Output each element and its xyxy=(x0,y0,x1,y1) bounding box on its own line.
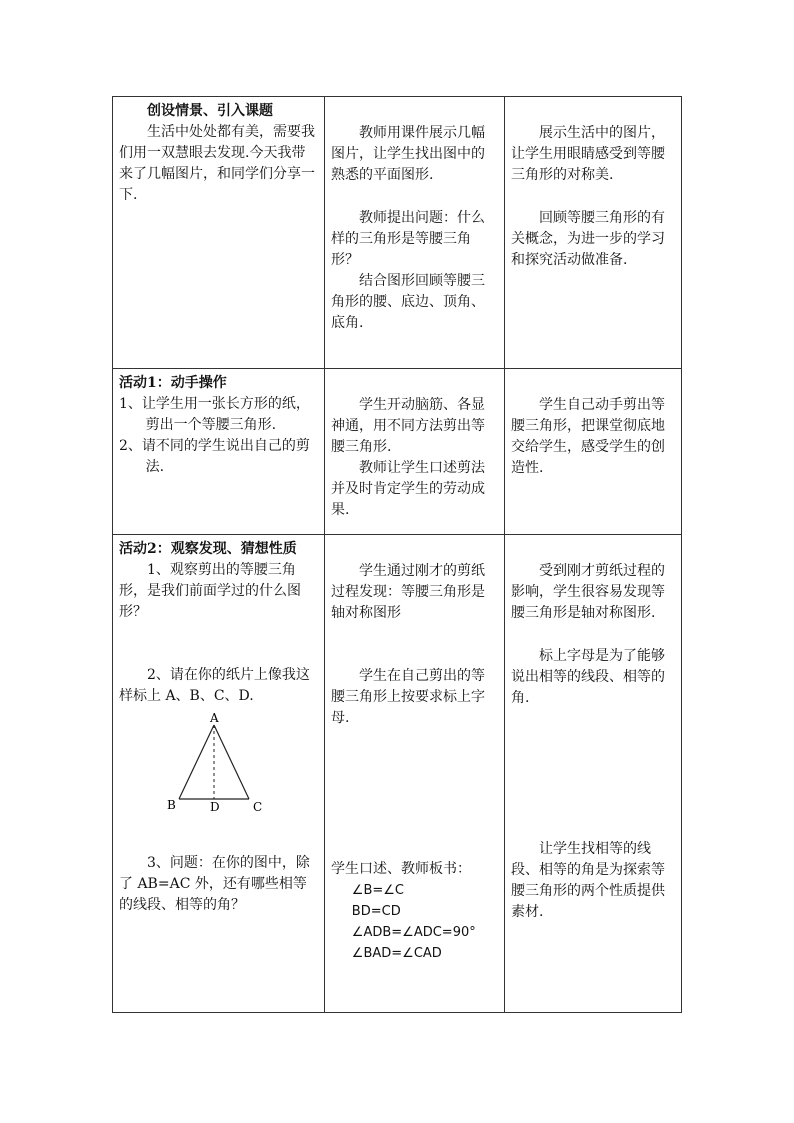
section-title: 活动2：观察发现、猜想性质 xyxy=(119,541,297,557)
teacher-text: 学生开动脑筋、各显神通，用不同方法剪出等腰三角形. xyxy=(331,397,485,455)
intent-text: 展示生活中的图片，让学生用眼睛感受到等腰三角形的对称美. xyxy=(511,125,665,183)
activity-cell xyxy=(113,97,325,369)
activity-cell xyxy=(113,369,325,535)
intent-text: 标上字母是为了能够说出相等的线段、相等的角. xyxy=(511,648,665,706)
triangle-diagram xyxy=(159,713,269,813)
math-expression: ∠BAD=∠CAD xyxy=(351,946,442,961)
teacher-student-cell xyxy=(325,535,505,1013)
teacher-student-cell xyxy=(325,97,505,369)
question-text: 2、请在你的纸片上像我这样标上 A、B、C、D. xyxy=(119,667,310,704)
activity-cell xyxy=(113,535,325,1013)
math-expression: ∠ADB=∠ADC=90° xyxy=(351,925,476,940)
vertex-label-b: B xyxy=(167,798,176,812)
table-row xyxy=(113,369,682,535)
intent-text: 受到刚才剪纸过程的影响，学生很容易发现等腰三角形是轴对称图形. xyxy=(511,563,665,621)
math-expression: ∠B=∠C xyxy=(351,883,404,898)
math-expression: BD=CD xyxy=(351,904,401,919)
table-row xyxy=(113,535,682,1013)
intent-text: 学生自己动手剪出等腰三角形，把课堂彻底地交给学生，感受学生的创造性. xyxy=(511,397,665,476)
teacher-text: 教师提出问题：什么样的三角形是等腰三角形？ xyxy=(331,210,485,268)
table-row xyxy=(113,97,682,369)
teacher-text: 学生口述、教师板书： xyxy=(331,861,471,877)
intent-cell xyxy=(505,535,682,1013)
question-text: 3、问题：在你的图中，除了 AB=AC 外，还有哪些相等的线段、相等的角？ xyxy=(119,855,310,913)
activity-item: 2、请不同的学生说出自己的剪法. xyxy=(119,438,310,475)
teacher-text: 教师用课件展示几幅图片，让学生找出图中的熟悉的平面图形. xyxy=(331,125,485,183)
intent-cell xyxy=(505,369,682,535)
intent-text: 让学生找相等的线段、相等的角是为探索等腰三角形的两个性质提供素材. xyxy=(511,841,665,920)
activity-text: 生活中处处都有美，需要我们用一双慧眼去发现.今天我带来了几幅图片，和同学们分享一下. xyxy=(119,124,315,203)
lesson-plan-table xyxy=(112,96,682,1013)
teacher-text: 教师让学生口述剪法并及时肯定学生的劳动成果. xyxy=(331,460,485,518)
section-title: 创设情景、引入课题 xyxy=(147,103,273,119)
question-text: 1、观察剪出的等腰三角形，是我们前面学过的什么图形？ xyxy=(119,562,301,620)
teacher-text: 学生通过刚才的剪纸过程发现：等腰三角形是轴对称图形 xyxy=(331,563,485,621)
teacher-student-cell xyxy=(325,369,505,535)
intent-cell xyxy=(505,97,682,369)
section-title: 活动1：动手操作 xyxy=(119,375,227,391)
vertex-label-c: C xyxy=(253,800,263,813)
intent-text: 回顾等腰三角形的有关概念，为进一步的学习和探究活动做准备. xyxy=(511,210,665,268)
teacher-text: 学生在自己剪出的等腰三角形上按要求标上字母. xyxy=(331,668,485,726)
vertex-label-d: D xyxy=(210,800,220,813)
activity-item: 1、让学生用一张长方形的纸，剪出一个等腰三角形. xyxy=(119,396,310,433)
teacher-text: 结合图形回顾等腰三角形的腰、底边、顶角、底角. xyxy=(331,273,485,331)
vertex-label-a: A xyxy=(210,713,219,725)
